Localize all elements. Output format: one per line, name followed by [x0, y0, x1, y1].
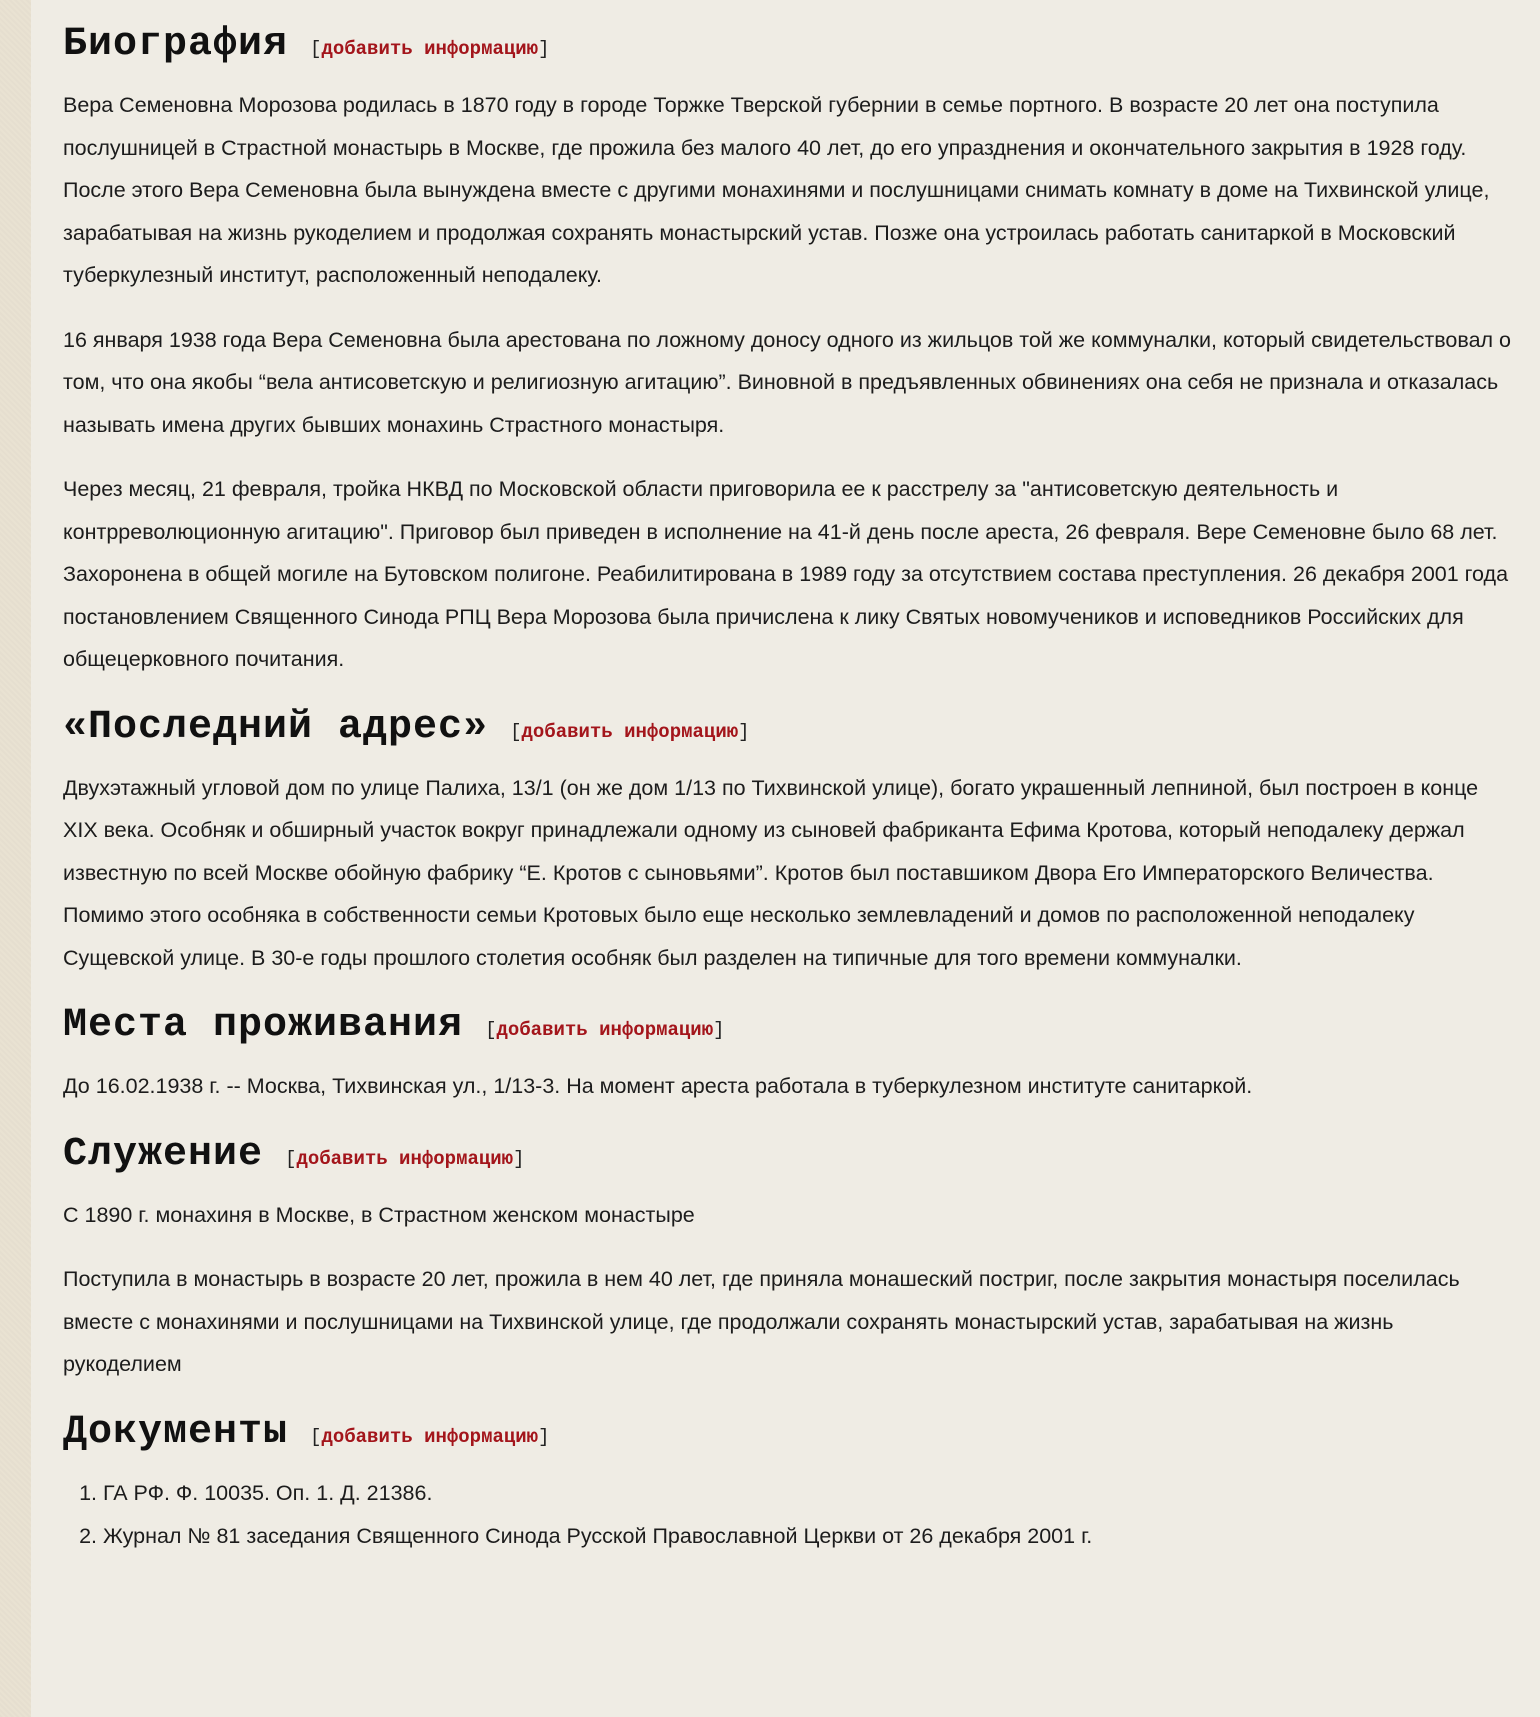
section-title [63, 1132, 1513, 1194]
add-info: [добавить информацию] [510, 720, 750, 743]
section-biography [63, 22, 1513, 681]
section-title [63, 22, 1513, 84]
document-item: 1. ГА РФ. Ф. 10035. Оп. 1. Д. 21386. [103, 1472, 1513, 1515]
section-title [63, 1003, 1513, 1065]
section-title-text: Служение [63, 1131, 264, 1177]
section-last-address [63, 705, 1513, 980]
paragraph: Двухэтажный угловой дом по улице Палиха, 13/1 (он же дом 1/13 по Тихвинской улице), богато украшенный лепниной, был построен в конце XIX века. Особняк и обширный участок вокруг принадлежали одному из сыновей фабриканта Ефима Кротова, который неподалеку держал известную по всей Москве обойную фабрику “Е. Кротов с сыновьями”. Кротов был поставшиком Двора Его Императорского Величества. Помимо этого особняка в собственности семьи Кротовых было еще несколько землевладений и домов по расположенной неподалеку Сущевской улице. В 30-е годы прошлого столетия особняк был разделен на типичные для того времени коммуналки. [63, 775, 1479, 970]
section-title [63, 705, 1513, 767]
section-title-text: «Последний адрес» [63, 704, 489, 750]
documents-list [63, 1472, 1513, 1558]
add-info-link[interactable]: добавить информацию [521, 720, 739, 743]
document-item: 2. Журнал № 81 заседания Священного Синода Русской Православной Церкви от 26 декабря 2001 г. [103, 1515, 1513, 1558]
add-info: [добавить информацию] [285, 1147, 525, 1170]
section-title [63, 1410, 1513, 1472]
section-residences [63, 1003, 1513, 1108]
person-page-content [63, 22, 1513, 1582]
add-info-link[interactable]: добавить информацию [321, 38, 539, 60]
section-title-text: Документы [63, 1409, 289, 1455]
section-service [63, 1132, 1513, 1386]
add-info: [добавить информацию] [310, 38, 550, 60]
paragraph: 16 января 1938 года Вера Семеновна была арестована по ложному доносу одного из жильцов той же коммуналки, который свидетельствовал о том, что она якобы “вела антисоветскую и религиозную агитацию”. Виновной в предъявленных обвинениях она себя не признала и отказалась называть имена других бывших монахинь Страстного монастыря. [63, 327, 1512, 437]
decorative-side-strip [0, 0, 31, 1717]
add-info-link[interactable]: добавить информацию [296, 1147, 514, 1170]
add-info: [добавить информацию] [310, 1425, 550, 1448]
section-documents [63, 1410, 1513, 1558]
section-title-text: Места проживания [63, 1003, 464, 1048]
add-info: [добавить информацию] [485, 1019, 725, 1041]
paragraph: Вера Семеновна Морозова родилась в 1870 году в городе Торжке Тверской губернии в семье портного. В возрасте 20 лет она поступила послушницей в Страстной монастырь в Москве, где прожила без малого 40 лет, до его упразднения и окончательного закрытия в 1928 году. После этого Вера Семеновна была вынуждена вместе с другими монахинями и послушницами снимать комнату в доме на Тихвинской улице, зарабатывая на жизнь рукоделием и продолжая сохранять монастырский устав. Позже она устроилась работать санитаркой в Московский туберкулезный институт, расположенный неподалеку. [63, 93, 1490, 287]
section-title-text: Биография [63, 22, 289, 67]
paragraph: Поступила в монастырь в возрасте 20 лет, прожила в нем 40 лет, где приняла монашеский постриг, после закрытия монастыря поселилась вместе с монахинями и послушницами на Тихвинской улице, где продолжали сохранять монастырский устав, зарабатывая на жизнь рукоделием [63, 1267, 1460, 1376]
add-info-link[interactable]: добавить информацию [496, 1019, 714, 1041]
paragraph: С 1890 г. монахиня в Москве, в Страстном женском монастыре [63, 1202, 695, 1227]
paragraph: До 16.02.1938 г. -- Москва, Тихвинская ул., 1/13-3. На момент ареста работала в туберкулезном институте санитаркой. [63, 1074, 1253, 1098]
paragraph: Через месяц, 21 февраля, тройка НКВД по Московской области приговорила ее к расстрелу за "антисоветскую деятельность и контрреволюционную агитацию". Приговор был приведен в исполнение на 41-й день после ареста, 26 февраля. Вере Семеновне было 68 лет. Захоронена в общей могиле на Бутовском полигоне. Реабилитирована в 1989 году за отсутствием состава преступления. 26 декабря 2001 года постановлением Священного Синода РПЦ Вера Морозова была причислена к лику Святых новомучеников и исповедников Российских для общецерковного почитания. [63, 477, 1509, 671]
add-info-link[interactable]: добавить информацию [321, 1425, 539, 1448]
